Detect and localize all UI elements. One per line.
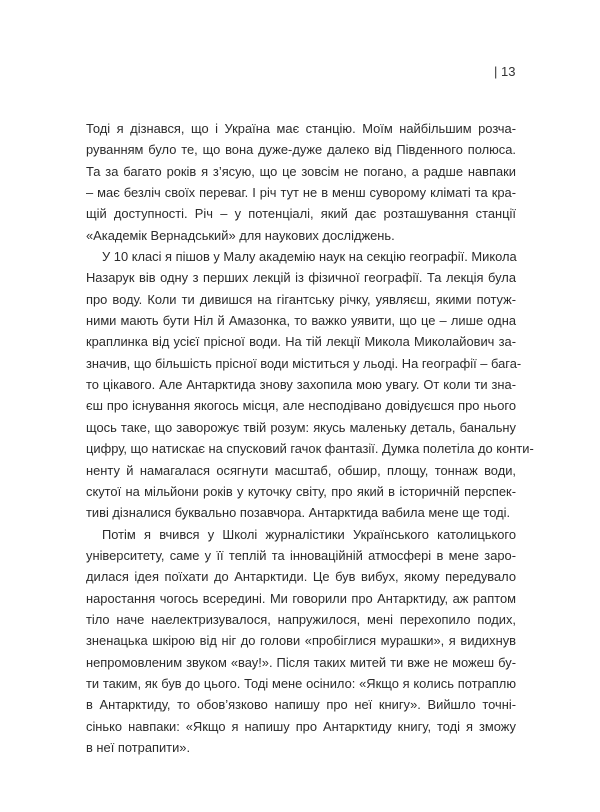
text-line: ти таким, як був до цього. Тоді мене осінило: «Якщо я колись потраплю (86, 675, 516, 691)
text-line: в Антарктиду, то обов’язково напишу про неї книгу». Вийшло точні- (86, 697, 516, 713)
page-number: | 13 (494, 64, 516, 79)
text-line: краплинка від усієї прісної води. На тій лекції Микола Миколайович за- (86, 334, 516, 350)
text-line: в неї потрапити». (86, 739, 191, 755)
text-line: Тоді я дізнався, що і Україна має станцію. Моїм найбільшим розча- (86, 121, 516, 136)
text-line: ними мають бути Ніл й Амазонка, то важко уявити, що це – лише одна (86, 313, 516, 329)
text-line: зненацька шкірою від ніг до голови «пробіглися мурашки», я видихнув (86, 633, 516, 649)
text-line: – має безліч своїх переваг. І річ тут не в менш суворому кліматі та кра- (86, 185, 516, 201)
text-line: єш про існування якогось місця, але несподівано довідуєшся про нього (86, 398, 516, 414)
text-line: непромовленим звуком «вау!». Після таких митей ти вже не можеш бу- (86, 654, 516, 670)
text-line: сінько навпаки: «Якщо я напишу про Антарктиду книгу, тоді я зможу (86, 718, 516, 734)
body-text (86, 118, 534, 758)
paragraph (86, 118, 516, 246)
text-line: про воду. Коли ти дивишся на гігантську річку, уявляєш, якими потуж- (86, 291, 516, 307)
text-line: скутої на мільйони років у куточку світу, про який в історичній перспек- (86, 483, 516, 499)
paragraph (86, 524, 516, 759)
text-line: наростання чогось всередині. Ми говорили про Антарктиду, аж раптом (86, 590, 516, 606)
text-line: щось таке, що заворожує твій розум: якусь маленьку деталь, банальну (86, 419, 516, 435)
paragraph (86, 246, 534, 523)
text-line: то цікавого. Але Антарктида знову захопила мою увагу. От коли ти зна- (86, 377, 516, 393)
text-line: Потім я вчився у Школі журналістики Українського католицького (102, 526, 516, 542)
text-line: щій доступності. Річ – у потенціалі, який дає розташування станції (86, 206, 516, 222)
text-line: значив, що більшість прісної води міститься у льоді. На географії – бага- (86, 355, 522, 371)
text-line: тиві дізналися буквально позавчора. Антарктида вабила мене ще тоді. (86, 505, 511, 521)
text-line: дилася ідея поїхати до Антарктиди. Це був вибух, якому передувало (86, 569, 516, 585)
text-line: тіло наче наелектризувалося, напружилося, мені перехопило подих, (86, 611, 516, 627)
text-line: У 10 класі я пішов у Малу академію наук на секцію географії. Микола (102, 249, 517, 265)
text-line: руванням було те, що вона дуже-дуже далеко від Південного полюса. (86, 142, 516, 158)
text-line: університету, саме у її теплій та інноваційній атмосфері в мене заро- (86, 547, 516, 563)
text-line: ненту й намагалася осягнути масштаб, обшир, площу, тоннаж води, (86, 462, 516, 478)
text-line: цифру, що натискає на спусковий гачок фантазії. Думка полетіла до конти- (86, 441, 534, 457)
text-line: «Академік Вернадський» для наукових досліджень. (86, 227, 395, 243)
text-line: Та за багато років я з’ясую, що це зовсім не погано, а радше навпаки (86, 163, 516, 179)
text-line: Назарук вів одну з перших лекцій із фізичної географії. Та лекція була (86, 270, 516, 286)
